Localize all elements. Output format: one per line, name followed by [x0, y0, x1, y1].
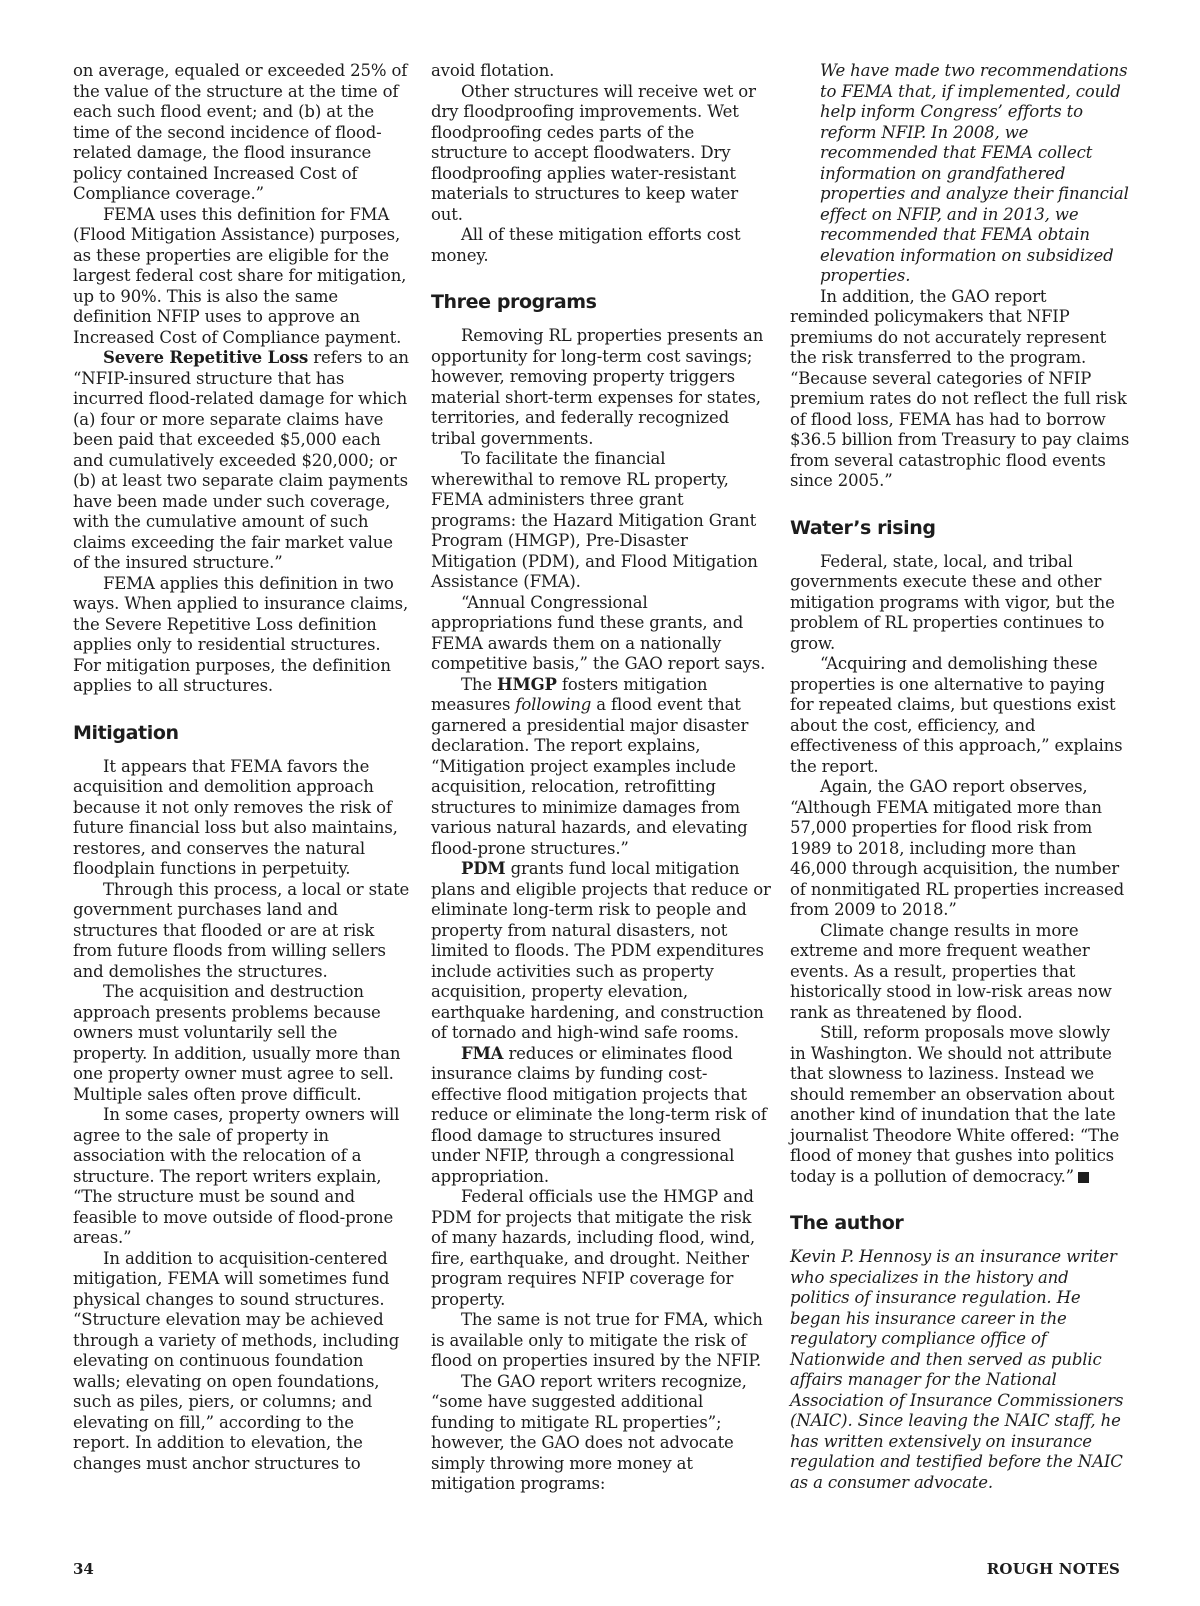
- paragraph: The acquisition and destruction approach presents problems because owners must voluntarily sell the property. In addition, usually more than one property owner must agree to sell. Multiple sales often prove difficult.: [73, 982, 401, 1104]
- paragraph: “Acquiring and demolishing these properties is one alternative to paying for repeated claims, but questions exist about the cost, efficiency, and effectiveness of this approach,” explains the report.: [790, 654, 1123, 776]
- column-2: [431, 61, 771, 1495]
- paragraph: Federal, state, local, and tribal governments execute these and other mitigation programs with vigor, but the problem of RL properties continues to grow.: [790, 551, 1115, 653]
- bold-term: PDM: [461, 859, 506, 878]
- paragraph: The GAO report writers recognize, “some have suggested additional funding to mitigate RL properties”; however, the GAO does not advocate simply throwing more money at mitigation programs:: [431, 1371, 747, 1493]
- paragraph: Through this process, a local or state government purchases land and structures that flooded or are at risk from future floods from willing sellers and demolishes the structures.: [73, 879, 410, 981]
- paragraph-text: The: [461, 674, 498, 694]
- paragraph: [431, 1044, 771, 1188]
- author-bio: Kevin P. Hennosy is an insurance writer who specializes in the history and politics of insurance regulation. He began his insurance career in the regulatory compliance office of Nationwide and then served as public affairs manager for the National Association of Insurance Commissioners (NAIC). Since leaving the NAIC staff, he has written extensively on insurance regulation and testified before the NAIC as a consumer advocate.: [790, 1247, 1124, 1492]
- paragraph-text: refers to an “NFIP-insured structure that has incurred flood-related damage for which (a) four or more separate claims have been paid that exceeded $5,000 each and cumulatively exceeded $20,000; or (b) at least two separate claim payments have been made under such coverage, with the cumulative amount of such claims exceeding the fair market value of the insured structure.”: [73, 348, 409, 572]
- paragraph: Again, the GAO report observes, “Although FEMA mitigated more than 57,000 properties for flood risk from 1989 to 2018, including more than 46,000 through acquisition, the number of nonmitigated RL properties increased from 2009 to 2018.”: [790, 777, 1125, 919]
- paragraph: avoid flotation.: [431, 61, 555, 80]
- paragraph: All of these mitigation efforts cost money.: [431, 225, 741, 265]
- paragraph: Federal officials use the HMGP and PDM for projects that mitigate the risk of many hazards, including flood, wind, fire, earthquake, and drought. Neither program requires NFIP coverage for property.: [431, 1187, 755, 1309]
- section-heading-the-author: The author: [790, 1212, 904, 1234]
- paragraph: To facilitate the financial wherewithal to remove RL property, FEMA administers three grant programs: the Hazard Mitigation Grant Program (HMGP), Pre-Disaster Mitigation (PDM), and Flood Mitigation Assistance (FMA).: [431, 449, 758, 591]
- bold-term: Severe Repetitive Loss: [103, 348, 309, 367]
- paragraph: [73, 348, 413, 574]
- paragraph: FEMA uses this definition for FMA (Flood Mitigation Assistance) purposes, as these properties are eligible for the largest federal cost share for mitigation, up to 90%. This is also the same definition NFIP uses to approve an Increased Cost of Compliance payment.: [73, 204, 407, 347]
- paragraph: Climate change results in more extreme and more frequent weather events. As a result, properties that historically stood in low-risk areas now rank as threatened by flood.: [790, 920, 1112, 1022]
- paragraph: [431, 675, 771, 860]
- italic-term: following: [515, 695, 592, 714]
- paragraph: It appears that FEMA favors the acquisition and demolition approach because it not only removes the risk of future financial loss but also maintains, restores, and conserves the natural floodplain functions in perpetuity.: [73, 756, 398, 878]
- paragraph: Removing RL properties presents an opportunity for long-term cost savings; however, removing property triggers material short-term expenses for states, territories, and federally recognized tribal governments.: [431, 326, 764, 448]
- paragraph-text: fosters mitigation measures: [431, 674, 708, 714]
- paragraph: [431, 859, 771, 1044]
- paragraph: on average, equaled or exceeded 25% of the value of the structure at the time of each such flood event; and (b) at the time of the second incidence of flood-related damage, the flood insurance policy contained Increased Cost of Compliance coverage.”: [73, 61, 408, 203]
- bold-term: HMGP: [497, 674, 557, 694]
- section-heading-mitigation: Mitigation: [73, 721, 179, 744]
- paragraph: FEMA applies this definition in two ways. When applied to insurance claims, the Severe Repetitive Loss definition applies only to residential structures. For mitigation purposes, the definition applies to all structures.: [73, 573, 409, 695]
- paragraph: Other structures will receive wet or dry floodproofing improvements. Wet floodproofing cedes parts of the structure to accept floodwaters. Dry floodproofing applies water-resistant materials to structures to keep water out.: [431, 81, 756, 224]
- paragraph-text: reduces or eliminates flood insurance claims by funding cost-effective flood mitigation projects that reduce or eliminate the long-term risk of flood damage to structures insured under NFIP, through a congressional appropriation.: [431, 1043, 767, 1186]
- paragraph: In addition, the GAO report reminded policymakers that NFIP premiums do not accurately represent the risk transferred to the program. “Because several categories of NFIP premium rates do not reflect the full risk of flood loss, FEMA has had to borrow $36.5 billion from Treasury to pay claims from several catastrophic flood events since 2005.”: [790, 286, 1130, 490]
- column-1: [73, 61, 413, 1474]
- paragraph: [790, 1023, 1130, 1187]
- section-heading-three-programs: Three programs: [431, 291, 597, 313]
- paragraph: The same is not true for FMA, which is available only to mitigate the risk of flood on properties insured by the NFIP.: [431, 1310, 763, 1370]
- page-number: 34: [73, 1560, 94, 1578]
- paragraph: “Annual Congressional appropriations fund these grants, and FEMA awards them on a nationally competitive basis,” the GAO report says.: [431, 592, 766, 673]
- paragraph-text: Still, reform proposals move slowly in Washington. We should not attribute that slowness to laziness. Instead we should remember an observation about another kind of inundation that the late journalist Theodore White offered: “The flood of money that gushes into politics today is a pollution of democracy.”: [790, 1023, 1120, 1186]
- publication-name: ROUGH NOTES: [986, 1560, 1120, 1578]
- bold-term: FMA: [461, 1043, 504, 1063]
- paragraph: In some cases, property owners will agree to the sale of property in association with the relocation of a structure. The report writers explain, “The structure must be sound and feasible to move outside of flood-prone areas.”: [73, 1105, 400, 1247]
- paragraph-text: a flood event that garnered a presidential major disaster declaration. The report explains, “Mitigation project examples include acquisition, relocation, retrofitting structures to minimize damages from various natural hazards, and elevating flood-prone structures.”: [431, 695, 749, 858]
- end-of-article-mark-icon: [1078, 1172, 1089, 1183]
- section-heading-waters-rising: Water’s rising: [790, 516, 936, 539]
- column-3: [790, 61, 1130, 1493]
- paragraph: In addition to acquisition-centered mitigation, FEMA will sometimes fund physical changes to sound structures. “Structure elevation may be achieved through a variety of methods, including elevating on continuous foundation walls; elevating on open foundations, such as piles, piers, or columns; and elevating on fill,” according to the report. In addition to elevation, the changes must anchor structures to: [73, 1248, 400, 1473]
- paragraph-text: grants fund local mitigation plans and eligible projects that reduce or eliminate long-term risk to people and property from natural disasters, not limited to floods. The PDM expenditures include activities such as property acquisition, property elevation, earthquake hardening, and construction of tornado and high-wind safe rooms.: [431, 859, 771, 1042]
- block-quote: We have made two recommendations to FEMA that, if implemented, could help inform Congress’ efforts to reform NFIP. In 2008, we recommended that FEMA collect information on grandfathered properties and analyze their financial effect on NFIP, and in 2013, we recommended that FEMA obtain elevation information on subsidized properties.: [820, 61, 1129, 285]
